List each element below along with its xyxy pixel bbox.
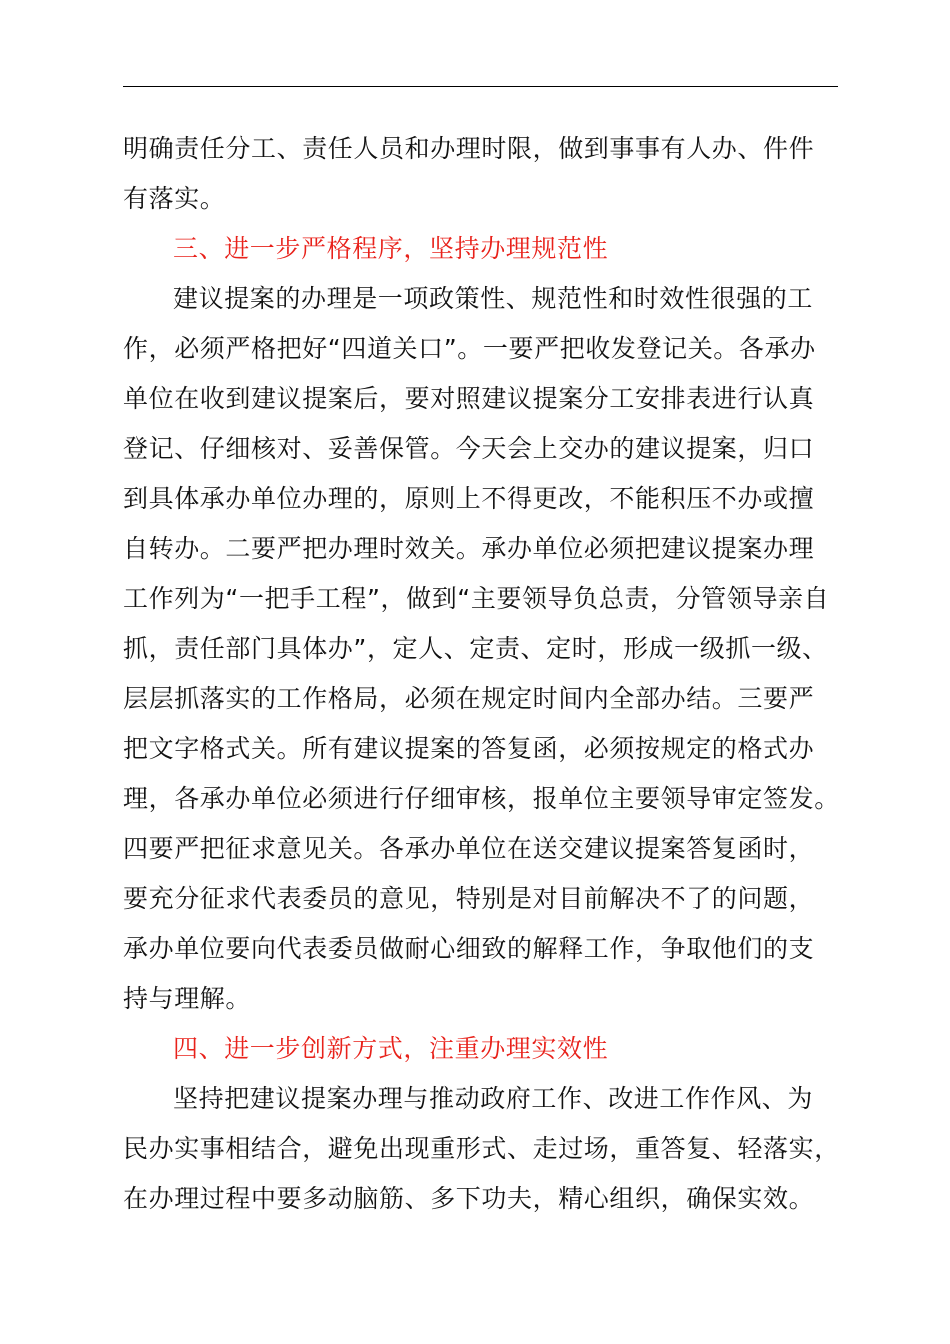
body-text-line: 到具体承办单位办理的，原则上不得更改，不能积压不办或擅 (123, 484, 815, 513)
section-heading-4: 四、进一步创新方式，注重办理实效性 (173, 1034, 609, 1063)
body-text-line: 抓，责任部门具体办”，定人、定责、定时，形成一级抓一级、 (123, 634, 828, 663)
body-text-line: 层层抓落实的工作格局，必须在规定时间内全部办结。三要严 (123, 684, 815, 713)
paragraph-first-line: 建议提案的办理是一项政策性、规范性和时效性很强的工 (173, 284, 814, 313)
body-text-line: 四要严把征求意见关。各承办单位在送交建议提案答复函时， (123, 834, 815, 863)
body-text-line: 作，必须严格把好“四道关口”。一要严把收发登记关。各承办 (123, 334, 816, 363)
body-text-line: 单位在收到建议提案后，要对照建议提案分工安排表进行认真 (123, 384, 815, 413)
header-rule (123, 86, 838, 87)
body-text-line: 工作列为“一把手工程”，做到“主要领导负总责，分管领导亲自 (123, 584, 830, 613)
body-text-line: 把文字格式关。所有建议提案的答复函，必须按规定的格式办 (123, 734, 815, 763)
body-text-line: 持与理解。 (123, 984, 252, 1013)
body-text-line: 承办单位要向代表委员做耐心细致的解释工作，争取他们的支 (123, 934, 815, 963)
body-text-line: 民办实事相结合，避免出现重形式、走过场，重答复、轻落实， (123, 1134, 840, 1163)
body-text-line: 有落实。 (123, 184, 226, 213)
section-heading-3: 三、进一步严格程序，坚持办理规范性 (173, 234, 609, 263)
body-text-line: 在办理过程中要多动脑筋、多下功夫，精心组织，确保实效。 (123, 1184, 815, 1213)
body-text-line: 登记、仔细核对、妥善保管。今天会上交办的建议提案，归口 (123, 434, 815, 463)
body-text-line: 要充分征求代表委员的意见，特别是对目前解决不了的问题， (123, 884, 815, 913)
body-text-line: 明确责任分工、责任人员和办理时限，做到事事有人办、件件 (123, 134, 815, 163)
body-text-line: 理，各承办单位必须进行仔细审核，报单位主要领导审定签发。 (123, 784, 840, 813)
body-text-line: 自转办。二要严把办理时效关。承办单位必须把建议提案办理 (123, 534, 815, 563)
paragraph-first-line: 坚持把建议提案办理与推动政府工作、改进工作作风、为 (173, 1084, 814, 1113)
